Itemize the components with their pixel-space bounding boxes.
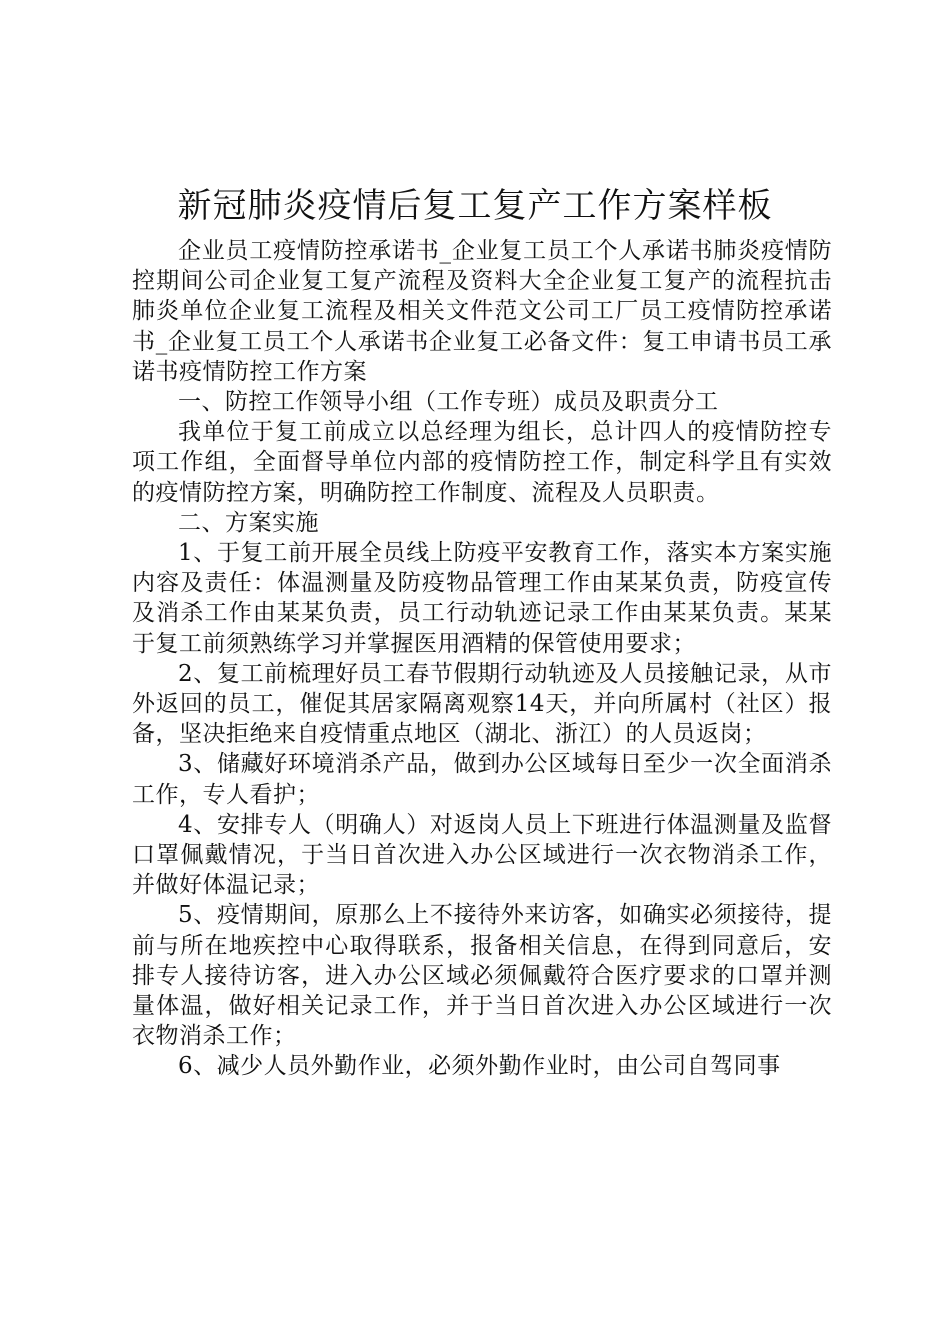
list-item-6: 6、减少人员外勤作业，必须外勤作业时，由公司自驾同事 bbox=[178, 1053, 781, 1080]
list-item-3: 3、储藏好环境消杀产品，做到办公区域每日至少一次全面消杀工作，专人看护； bbox=[132, 751, 832, 808]
intro-paragraph: 企业员工疫情防控承诺书_企业复工员工个人承诺书肺炎疫情防控期间公司企业复工复产流程及资料大全企业复工复产的流程抗击肺炎单位企业复工流程及相关文件范文公司工厂员工疫情防控承诺书_企业复工员工个人承诺书企业复工必备文件：复工申请书员工承诺书疫情防控工作方案 bbox=[132, 238, 832, 385]
document-body bbox=[132, 236, 832, 1082]
list-item-1: 1、于复工前开展全员线上防疫平安教育工作，落实本方案实施内容及责任：体温测量及防疫物品管理工作由某某负责，防疫宣传及消杀工作由某某负责，员工行动轨迹记录工作由某某负责。某某于复工前须熟练学习并掌握医用酒精的保管使用要求； bbox=[132, 540, 832, 657]
section-heading-2: 二、方案实施 bbox=[178, 509, 319, 536]
list-item-2: 2、复工前梳理好员工春节假期行动轨迹及人员接触记录，从市外返回的员工，催促其居家隔离观察14天，并向所属村（社区）报备，坚决拒绝来自疫情重点地区（湖北、浙江）的人员返岗； bbox=[132, 660, 832, 748]
list-item-5: 5、疫情期间，原那么上不接待外来访客，如确实必须接待，提前与所在地疾控中心取得联系，报备相关信息，在得到同意后，安排专人接待访客，进入办公区域必须佩戴符合医疗要求的口罩并测量体温，做好相关记录工作，并于当日首次进入办公区域进行一次衣物消杀工作； bbox=[132, 902, 832, 1050]
body-paragraph: 我单位于复工前成立以总经理为组长，总计四人的疫情防控专项工作组，全面督导单位内部的疫情防控工作，制定科学且有实效的疫情防控方案，明确防控工作制度、流程及人员职责。 bbox=[132, 419, 832, 506]
document-title: 新冠肺炎疫情后复工复产工作方案样板 bbox=[177, 186, 773, 226]
section-heading-1: 一、防控工作领导小组（工作专班）成员及职责分工 bbox=[178, 389, 719, 416]
list-item-4: 4、安排专人（明确人）对返岗人员上下班进行体温测量及监督口罩佩戴情况，于当日首次进入办公区域进行一次衣物消杀工作，并做好体温记录； bbox=[132, 811, 832, 899]
